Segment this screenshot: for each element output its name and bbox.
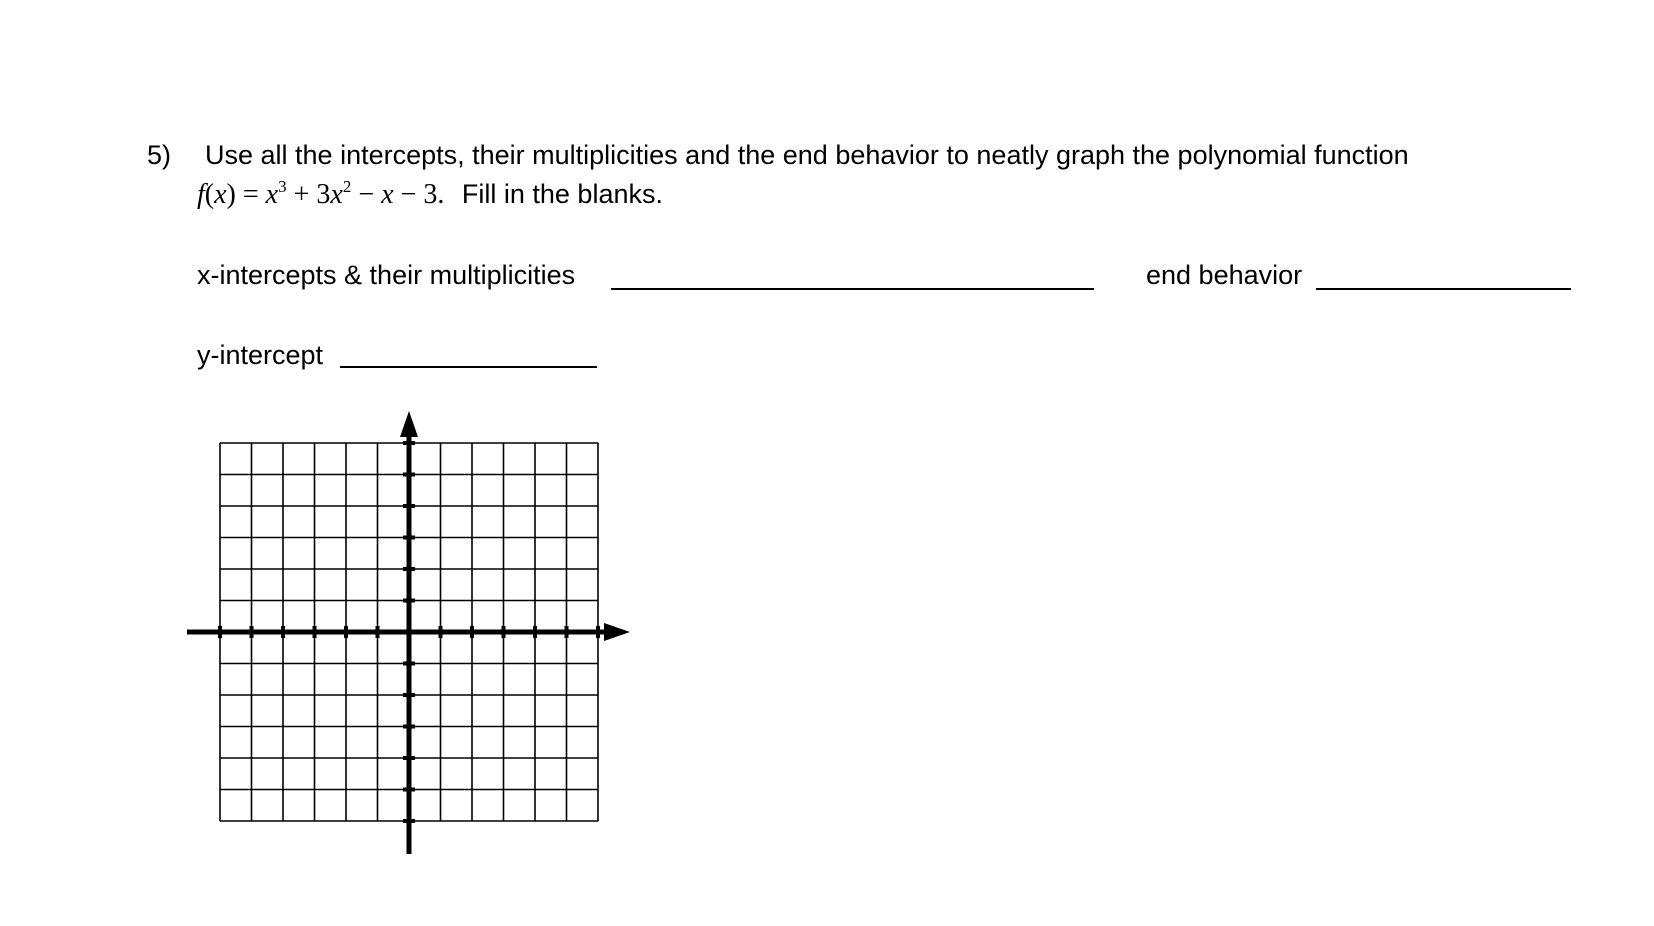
function-equation: $f(x) = x^3 + 3x^2 - x - 3$. xyxy=(197,177,445,210)
question-number: 5) xyxy=(147,140,172,170)
y-axis-arrow-icon xyxy=(400,411,418,437)
end-behavior-label: end behavior xyxy=(1146,260,1303,290)
fill-in-instruction: Fill in the blanks. xyxy=(461,179,663,209)
axes xyxy=(187,411,630,854)
question-instruction: Use all the intercepts, their multiplicities and the end behavior to neatly graph the polynomial function xyxy=(205,140,1409,170)
x-axis-arrow-icon xyxy=(604,623,630,641)
y-intercept-label: y-intercept xyxy=(197,340,324,370)
x-intercepts-label: x-intercepts & their multiplicities xyxy=(197,260,576,290)
